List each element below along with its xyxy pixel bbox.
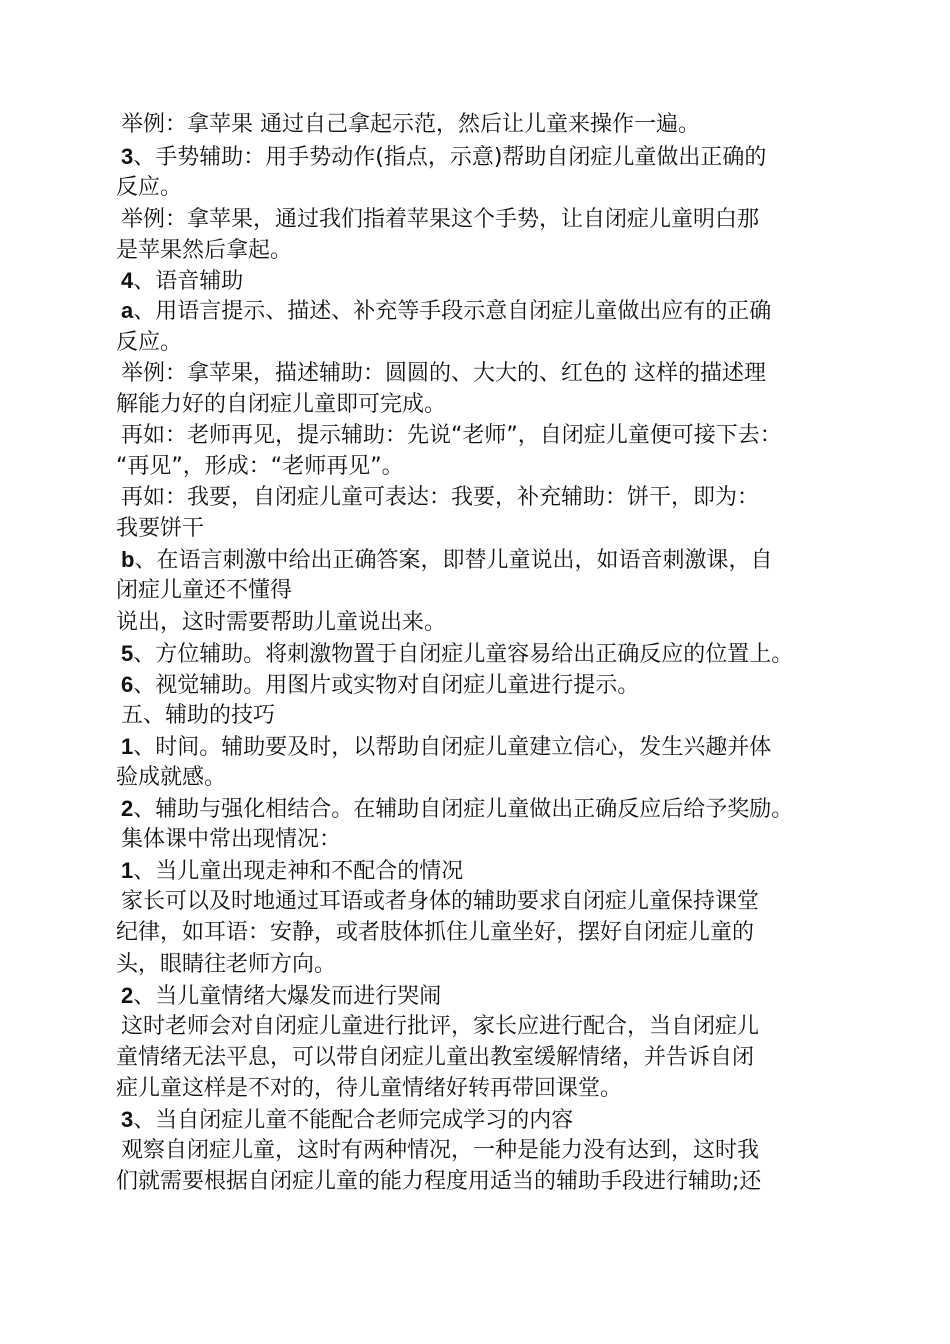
line-text: 解能力好的自闭症儿童即可完成。: [116, 392, 447, 417]
text-line: [116, 452, 404, 482]
line-text: 童情绪无法平息，可以带自闭症儿童出教室缓解情绪，并告诉自闭: [116, 1045, 755, 1070]
text-line: [121, 670, 639, 701]
text-line: [121, 732, 771, 763]
line-text: 、手势辅助：用手势动作(指点，示意)帮助自闭症儿童做出正确的: [133, 145, 767, 170]
line-text: 家长可以及时地通过耳语或者身体的辅助要求自闭症儿童保持课堂: [121, 889, 760, 914]
text-line: [121, 266, 243, 297]
line-text: 、视觉辅助。用图片或实物对自闭症儿童进行提示。: [133, 673, 640, 698]
line-text: 观察自闭症儿童，这时有两种情况，一种是能力没有达到，这时我: [121, 1138, 760, 1163]
text-line: [121, 483, 759, 513]
text-line: [121, 887, 759, 917]
text-line: [121, 359, 766, 389]
text-line: [116, 173, 182, 203]
line-text: 、语音辅助: [133, 269, 244, 294]
line-text: 是苹果然后拿起。: [116, 238, 293, 263]
text-line: [121, 794, 793, 825]
line-text: 、当自闭症儿童不能配合老师完成学习的内容: [133, 1108, 574, 1133]
item-number: 3: [121, 1107, 134, 1132]
line-text: 举例：拿苹果，通过我们指着苹果这个手势，让自闭症儿童明白那: [121, 207, 760, 232]
line-text: 举例：拿苹果，描述辅助：圆圆的、大大的、红色的 这样的描述理: [121, 361, 766, 386]
text-line: [121, 142, 766, 173]
text-line: [116, 236, 292, 266]
item-letter: b: [121, 547, 135, 572]
line-text: 、当儿童出现走神和不配合的情况: [133, 859, 464, 884]
item-number: 2: [121, 983, 134, 1008]
text-line: [116, 328, 182, 358]
item-number: 6: [121, 672, 134, 697]
text-line: [116, 608, 446, 638]
text-line: [121, 639, 793, 670]
item-number: 5: [121, 641, 134, 666]
text-line: [116, 950, 336, 980]
line-text: 说出，这时需要帮助儿童说出来。: [116, 610, 447, 635]
line-text: 集体课中常出现情况：: [121, 827, 342, 852]
line-text: 症儿童这样是不对的，待儿童情绪好转再带回课堂。: [116, 1076, 623, 1101]
text-line: [121, 1105, 573, 1136]
line-text: 举例：拿苹果 通过自己拿起示范，然后让儿童来操作一遍。: [121, 112, 700, 137]
item-letter: a: [121, 298, 134, 323]
text-line: [121, 981, 441, 1012]
line-text: 们就需要根据自闭症儿童的能力程度用适当的辅助手段进行辅助;还: [116, 1169, 762, 1194]
item-number: 1: [121, 734, 134, 759]
text-line: [116, 390, 446, 420]
line-text: 、用语言提示、描述、补充等手段示意自闭症儿童做出应有的正确: [133, 299, 772, 324]
line-text: 、方位辅助。将刺激物置于自闭症儿童容易给出正确反应的位置上。: [133, 642, 794, 667]
text-line: [116, 576, 292, 606]
text-line: [121, 110, 700, 140]
text-line: [121, 1136, 759, 1166]
line-text: 五、辅助的技巧: [121, 703, 276, 728]
line-text: 反应。: [116, 175, 183, 200]
text-line: [121, 545, 772, 576]
text-line: [116, 1043, 754, 1073]
section-heading: [121, 825, 341, 855]
text-line: [116, 514, 204, 544]
item-number: 2: [121, 796, 134, 821]
line-text: 纪律，如耳语：安静，或者肢体抓住儿童坐好，摆好自闭症儿童的: [116, 920, 755, 945]
line-text: 反应。: [116, 330, 183, 355]
line-text: 、当儿童情绪大爆发而进行哭闹: [133, 984, 442, 1009]
text-line: [121, 856, 463, 887]
item-number: 3: [121, 144, 134, 169]
line-text: 、辅助与强化相结合。在辅助自闭症儿童做出正确反应后给予奖励。: [133, 797, 794, 822]
line-text: 再如：老师再见，提示辅助：先说“老师”，自闭症儿童便可接下去：: [121, 423, 782, 448]
text-line: [116, 918, 754, 948]
line-text: 再如：我要，自闭症儿童可表达：我要，补充辅助：饼干，即为：: [121, 485, 760, 510]
line-text: 、时间。辅助要及时，以帮助自闭症儿童建立信心，发生兴趣并体: [133, 735, 772, 760]
text-line: [116, 1167, 761, 1197]
line-text: 闭症儿童还不懂得: [116, 578, 293, 603]
text-line: [121, 1012, 759, 1042]
line-text: 验成就感。: [116, 765, 227, 790]
line-text: 、在语言刺激中给出正确答案，即替儿童说出，如语音刺激课，自: [134, 548, 773, 573]
line-text: 我要饼干: [116, 516, 205, 541]
item-number: 1: [121, 858, 134, 883]
line-text: 这时老师会对自闭症儿童进行批评，家长应进行配合，当自闭症儿: [121, 1014, 760, 1039]
section-heading: [121, 701, 275, 731]
text-line: [116, 1074, 622, 1104]
text-line: [121, 205, 759, 235]
line-text: “再见”，形成：“老师再见”。: [116, 454, 404, 479]
line-text: 头，眼睛往老师方向。: [116, 952, 337, 977]
text-line: [121, 421, 782, 451]
item-number: 4: [121, 268, 134, 293]
text-line: [121, 296, 771, 327]
text-line: [116, 763, 226, 793]
